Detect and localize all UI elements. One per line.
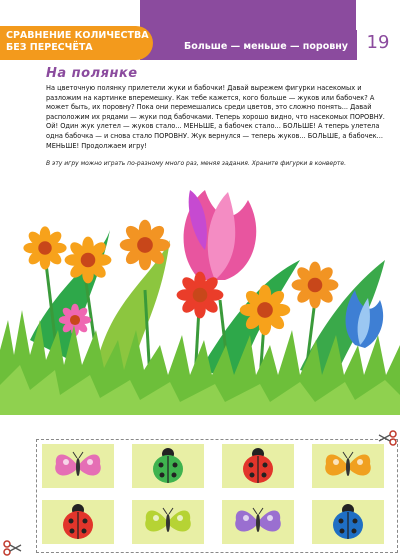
ladybug-icon	[132, 444, 204, 488]
insect-card[interactable]	[312, 500, 384, 544]
butterfly-icon	[222, 500, 294, 544]
pink-tulip	[184, 190, 257, 280]
ladybug-icon	[42, 500, 114, 544]
insect-card[interactable]	[42, 500, 114, 544]
ladybug-icon	[312, 500, 384, 544]
page-number: 19	[366, 32, 390, 53]
page-title: На полянке	[46, 66, 138, 81]
insect-card[interactable]	[222, 500, 294, 544]
butterfly-icon	[132, 500, 204, 544]
flower	[292, 262, 339, 309]
flower	[23, 226, 66, 269]
ladybug-icon	[222, 444, 294, 488]
butterfly-icon	[312, 444, 384, 488]
topic-line-2: БЕЗ ПЕРЕСЧЁТА	[6, 41, 93, 53]
insect-card[interactable]	[42, 444, 114, 488]
flower	[177, 272, 224, 319]
topic-badge	[0, 26, 153, 60]
flower-meadow-illustration	[0, 170, 400, 415]
flower	[65, 237, 112, 284]
flower	[120, 220, 170, 270]
header-band	[140, 0, 356, 60]
flower	[240, 285, 290, 335]
insect-card[interactable]	[222, 444, 294, 488]
butterfly-icon	[42, 444, 114, 488]
insect-card[interactable]	[132, 444, 204, 488]
insect-card[interactable]	[312, 444, 384, 488]
insect-card[interactable]	[132, 500, 204, 544]
section-subtitle: Больше — меньше — поровну	[184, 41, 348, 52]
cutout-cards	[42, 444, 393, 548]
note-text: В эту игру можно играть по-разному много раз, меняя задания. Храните фигурки в конверте.	[46, 160, 346, 167]
topic-line-1: СРАВНЕНИЕ КОЛИЧЕСТВА	[6, 30, 149, 41]
instruction-text: На цветочную полянку прилетели жуки и бабочки! Давай вырежем фигурки насекомых и разложим на картинке вперемешку. Как тебе кажется, кого больше — жуков или бабочек? А может быть, их поровну? Пока они перемешались среди цветов, это сложно понять... Давай расположим их рядами — жуки под бабочками. Теперь хорошо видно, что насекомых ПОРОВНУ. Ой! Один жук улетел — жуков стало... МЕНЬШЕ, а бабочек стало... БОЛЬШЕ! А теперь улетела одна бабочка — и снова стало ПОРОВНУ. Жук вернулся — теперь жуков... БОЛЬШЕ, а бабочек... МЕНЬШЕ! Продолжаем игру!	[46, 84, 385, 150]
